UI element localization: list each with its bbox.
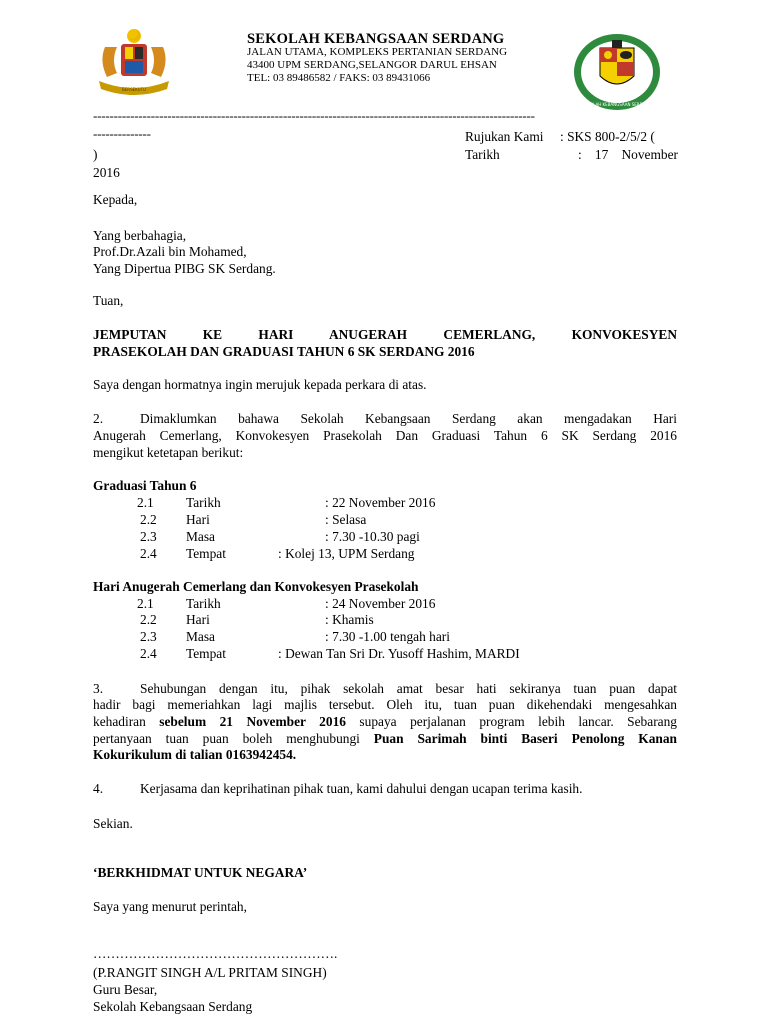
contact-line: TEL: 03 89486582 / FAKS: 03 89431066	[247, 72, 431, 84]
paragraph-2-line-2: Anugerah Cemerlang, Konvokesyen Prasekolah Dan Graduasi Tahun 6 SK Serdang 2016	[93, 428, 677, 443]
signatory-name: (P.RANGIT SINGH A/L PRITAM SINGH)	[93, 965, 327, 980]
graduasi-item-label: Tempat	[186, 546, 226, 561]
graduasi-item-value: : 7.30 -10.30 pagi	[325, 529, 420, 544]
anugerah-item-value: : 24 November 2016	[325, 596, 436, 611]
signature-dots: ……………………………………………….	[93, 946, 338, 961]
paragraph-2-line-1: Dimaklumkan bahawa Sekolah Kebangsaan Serdang akan mengadakan Hari	[140, 411, 677, 426]
address-line-1: JALAN UTAMA, KOMPLEKS PERTANIAN SERDANG	[247, 46, 508, 58]
anugerah-item-label: Tempat	[186, 646, 226, 661]
paragraph-4-text: Kerjasama dan keprihatinan pihak tuan, kami dahului dengan ucapan terima kasih.	[140, 781, 583, 796]
subject-line-1: JEMPUTAN KE HARI ANUGERAH CEMERLANG, KONVOKESYEN	[93, 327, 677, 342]
tarikh-year: 2016	[93, 165, 120, 180]
p3-text: kehadiran	[93, 714, 160, 729]
p3-text: pertanyaan tuan puan boleh menghubungi	[93, 731, 374, 746]
p3-text: supaya perjalanan program lebih lancar. Sebarang	[345, 714, 677, 729]
svg-text:BERSEKUTU: BERSEKUTU	[122, 87, 146, 92]
tarikh-label: Tarikh	[465, 147, 500, 162]
sekian: Sekian.	[93, 816, 133, 831]
anugerah-item-number: 2.1	[137, 596, 154, 611]
rujukan-label: Rujukan Kami	[465, 129, 544, 144]
anugerah-item-value: : Dewan Tan Sri Dr. Yusoff Hashim, MARDI	[278, 646, 520, 661]
graduasi-item-value: : 22 November 2016	[325, 495, 436, 510]
graduasi-item-label: Masa	[186, 529, 216, 544]
tarikh-value: : 17 November	[578, 147, 678, 162]
anugerah-item-label: Masa	[186, 629, 216, 644]
graduasi-item-label: Tarikh	[186, 495, 221, 510]
intro-paragraph: Saya dengan hormatnya ingin merujuk kepada perkara di atas.	[93, 377, 427, 392]
paragraph-3-number: 3.	[93, 681, 104, 696]
signatory-school: Sekolah Kebangsaan Serdang	[93, 999, 253, 1014]
recipient-line-3: Yang Dipertua PIBG SK Serdang.	[93, 261, 276, 276]
paragraph-2-line-3: mengikut ketetapan berikut:	[93, 445, 244, 460]
anugerah-item-value: : 7.30 -1.00 tengah hari	[325, 629, 450, 644]
rujukan-value: : SKS 800-2/5/2 (	[560, 129, 655, 144]
graduasi-item-value: : Kolej 13, UPM Serdang	[278, 546, 415, 561]
paragraph-3-line-5: Kokurikulum di talian 0163942454.	[93, 747, 297, 762]
graduasi-item-number: 2.1	[137, 495, 154, 510]
malaysia-coat-of-arms-logo	[95, 27, 173, 103]
school-name: SEKOLAH KEBANGSAAN SERDANG	[247, 31, 505, 47]
paragraph-3-line-3	[93, 713, 677, 730]
anugerah-item-number: 2.4	[140, 646, 157, 661]
graduasi-item-value: : Selasa	[325, 512, 367, 527]
rsvp-deadline: sebelum 21 November 2016	[159, 714, 346, 729]
kepada-label: Kepada,	[93, 192, 138, 207]
crest-ribbon-text: SEKOLAH KEBANGSAAN SERDANG	[582, 102, 652, 107]
anugerah-item-number: 2.2	[140, 612, 157, 627]
paragraph-3-line-4	[93, 730, 677, 747]
header-divider: -----------------------------------------------------------------------------------------------------------	[93, 108, 535, 123]
signatory-title: Guru Besar,	[93, 982, 158, 997]
paragraph-3-line-2: hadir bagi memeriahkan lagi majlis tersebut. Oleh itu, tuan puan dikehendaki mengesahkan	[93, 697, 677, 712]
graduasi-item-label: Hari	[186, 512, 210, 527]
rujukan-continued: )	[93, 147, 98, 162]
header-divider-continued: --------------	[93, 126, 151, 141]
paragraph-4-number: 4.	[93, 781, 104, 796]
paragraph-2-number: 2.	[93, 411, 104, 426]
school-crest-logo	[572, 32, 662, 112]
graduasi-item-number: 2.4	[140, 546, 157, 561]
subject-line-2: PRASEKOLAH DAN GRADUASI TAHUN 6 SK SERDANG 2016	[93, 344, 475, 359]
motto: ‘BERKHIDMAT UNTUK NEGARA’	[93, 865, 308, 880]
anugerah-item-label: Tarikh	[186, 596, 221, 611]
perintah-line: Saya yang menurut perintah,	[93, 899, 247, 914]
graduasi-heading: Graduasi Tahun 6	[93, 478, 197, 493]
anugerah-heading: Hari Anugerah Cemerlang dan Konvokesyen Prasekolah	[93, 579, 419, 594]
address-line-2: 43400 UPM SERDANG,SELANGOR DARUL EHSAN	[247, 59, 497, 71]
contact-person: Puan Sarimah binti Baseri Penolong Kanan	[373, 731, 678, 746]
graduasi-item-number: 2.2	[140, 512, 157, 527]
salutation: Tuan,	[93, 293, 124, 308]
graduasi-item-number: 2.3	[140, 529, 157, 544]
anugerah-item-label: Hari	[186, 612, 210, 627]
recipient-line-2: Prof.Dr.Azali bin Mohamed,	[93, 244, 247, 259]
recipient-line-1: Yang berbahagia,	[93, 228, 187, 243]
anugerah-item-value: : Khamis	[325, 612, 374, 627]
paragraph-3-line-1: Sehubungan dengan itu, pihak sekolah amat besar hati sekiranya tuan puan dapat	[140, 681, 677, 696]
anugerah-item-number: 2.3	[140, 629, 157, 644]
